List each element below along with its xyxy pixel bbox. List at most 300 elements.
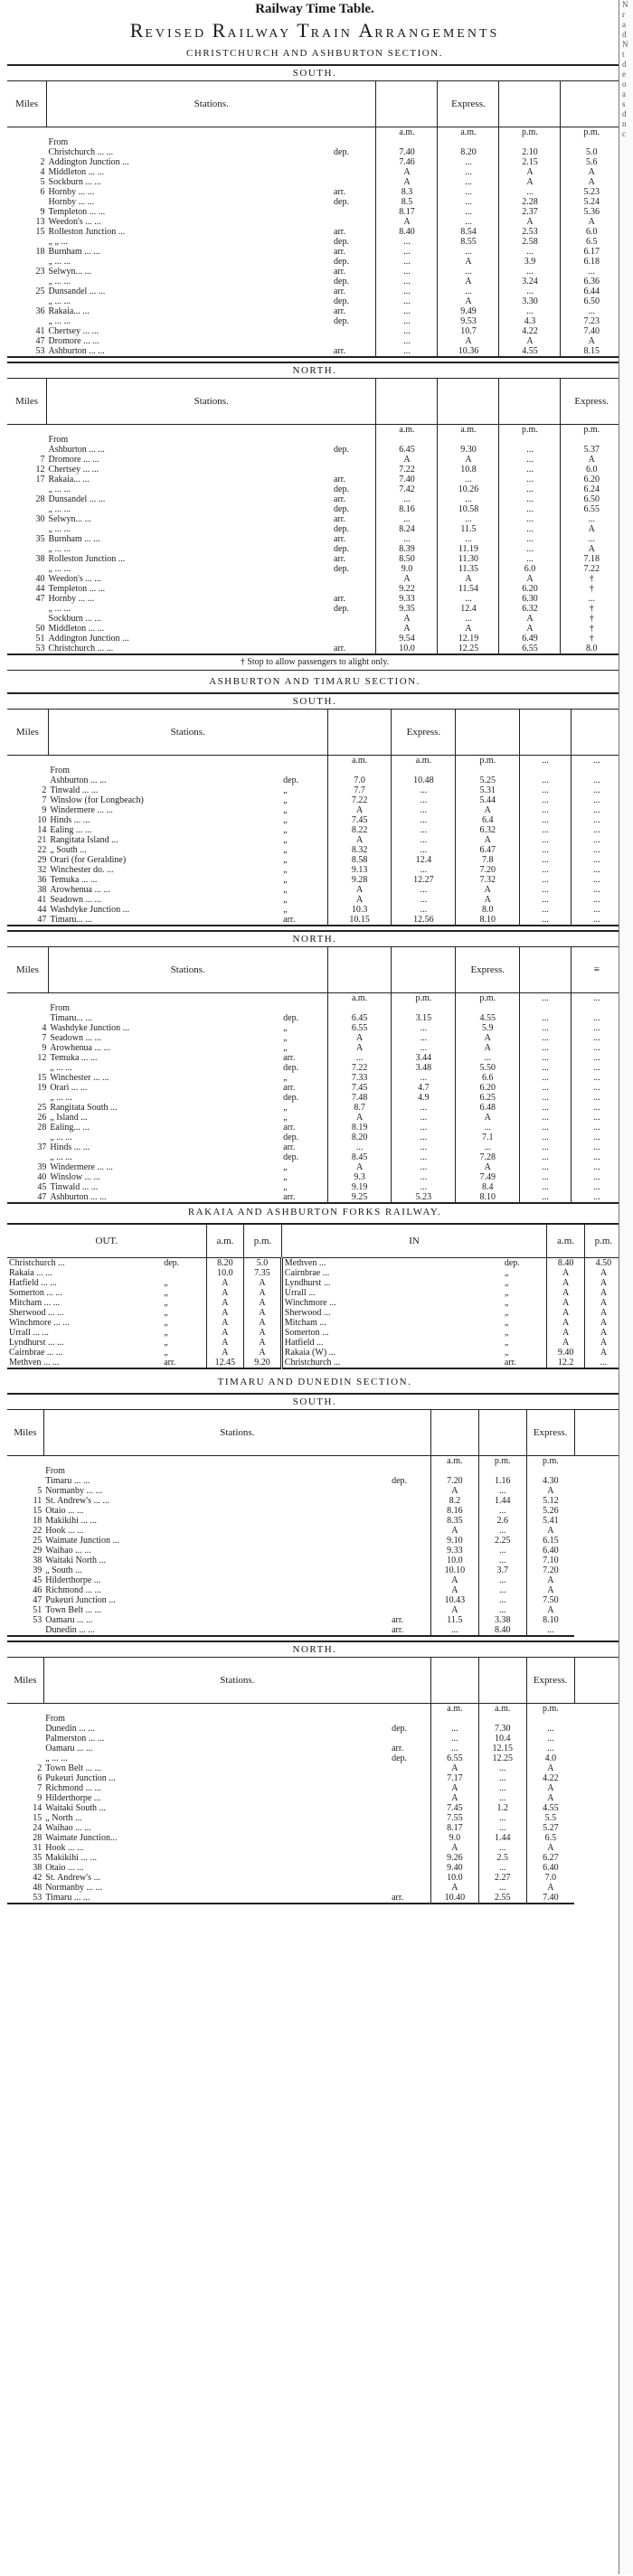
time-cell: 8.17 bbox=[376, 207, 438, 217]
time-cell: A bbox=[526, 1763, 574, 1773]
time-cell: A bbox=[526, 1486, 574, 1496]
time-cell: A bbox=[376, 217, 438, 227]
time-cell: A bbox=[206, 1288, 244, 1298]
time-cell: A bbox=[430, 1883, 478, 1893]
mile-cell bbox=[7, 564, 47, 574]
time-cell: ... bbox=[392, 1182, 456, 1192]
time-cell: ... bbox=[571, 1162, 622, 1172]
time-cell: 8.55 bbox=[438, 237, 499, 247]
header-cell bbox=[478, 1658, 526, 1704]
mile-cell bbox=[7, 1093, 48, 1103]
time-cell: 9.53 bbox=[438, 316, 499, 326]
table-row bbox=[7, 1763, 622, 1773]
time-cell: ... bbox=[520, 835, 572, 845]
time-cell: ... bbox=[571, 1113, 622, 1123]
time-cell: ... bbox=[571, 1033, 622, 1043]
time-cell: 7.40 bbox=[376, 475, 438, 484]
station-cell: Richmond ... ... bbox=[45, 1783, 101, 1793]
station-cell: „ ... ... bbox=[48, 484, 71, 494]
time-cell: 7.35 bbox=[244, 1268, 282, 1278]
status-cell: arr. bbox=[392, 1615, 404, 1625]
station-cell: Temuka ... ... bbox=[50, 875, 98, 885]
edge-char: d bbox=[622, 109, 627, 118]
time-cell: 9.3 bbox=[327, 1172, 392, 1182]
status-cell bbox=[332, 167, 376, 177]
time-cell: 2.53 bbox=[499, 227, 561, 237]
status-cell bbox=[332, 634, 376, 644]
time-cell: 5.23 bbox=[392, 1192, 456, 1203]
time-cell: ... bbox=[571, 1073, 622, 1083]
time-cell bbox=[430, 1466, 478, 1476]
time-cell: ... bbox=[478, 1843, 526, 1853]
header-cell: Express. bbox=[526, 1658, 574, 1704]
header-cell: Stations. bbox=[47, 81, 376, 127]
header-cell bbox=[376, 81, 438, 127]
table-row bbox=[7, 455, 622, 465]
station-cell: Makikihi ... ... bbox=[45, 1516, 97, 1526]
mile-cell: 30 bbox=[35, 514, 45, 524]
mile-cell: 47 bbox=[7, 1192, 48, 1203]
time-cell: ... bbox=[392, 1172, 456, 1182]
station-cell: Town Belt ... ... bbox=[45, 1605, 102, 1615]
mile-cell: 44 bbox=[37, 905, 47, 915]
mile-cell: 47 bbox=[33, 1595, 43, 1605]
table-row bbox=[7, 845, 622, 855]
time-cell: 9.0 bbox=[430, 1833, 478, 1843]
header-cell: Stations. bbox=[47, 379, 376, 425]
time-cell: 9.33 bbox=[376, 594, 438, 604]
time-cell: ... bbox=[438, 207, 499, 217]
time-cell: 6.20 bbox=[456, 1083, 520, 1093]
time-cell: ... bbox=[520, 875, 572, 885]
time-cell: 4.9 bbox=[392, 1093, 456, 1103]
station-cell: Dunedin ... ... bbox=[45, 1724, 95, 1734]
mile-cell: 4 bbox=[40, 167, 45, 177]
status-cell: „ bbox=[164, 1338, 168, 1348]
time-cell: A bbox=[584, 1328, 622, 1338]
mile-cell: 4 bbox=[42, 1023, 47, 1033]
station-cell: Rolleston Junction ... bbox=[48, 227, 126, 237]
time-cell: ... bbox=[499, 267, 561, 277]
time-cell: ... bbox=[478, 1556, 526, 1565]
time-cell: 7.0 bbox=[327, 776, 392, 785]
time-cell: 1.44 bbox=[478, 1833, 526, 1843]
time-cell: 1.16 bbox=[478, 1476, 526, 1486]
station-cell: „ North ... bbox=[45, 1813, 82, 1823]
main-title: REVISED RAILWAY TRAIN ARRANGEMENTS bbox=[129, 19, 500, 42]
time-cell: 1.2 bbox=[478, 1803, 526, 1813]
time-cell: ... bbox=[376, 336, 438, 346]
mile-cell bbox=[7, 604, 47, 614]
direction-heading: SOUTH. bbox=[7, 1393, 622, 1410]
time-cell: 5.9 bbox=[456, 1023, 520, 1033]
mile-cell bbox=[7, 137, 47, 147]
time-cell: 6.25 bbox=[456, 1093, 520, 1103]
status-cell: „ bbox=[283, 805, 288, 815]
table-row bbox=[7, 805, 622, 815]
status-cell: „ bbox=[283, 1182, 288, 1192]
station-cell: Lyndhurst ... bbox=[281, 1278, 503, 1288]
station-cell: Templeton ... ... bbox=[48, 584, 106, 594]
mile-cell bbox=[7, 524, 47, 534]
time-cell: ... bbox=[499, 445, 561, 455]
time-cell: ... bbox=[571, 905, 622, 915]
time-cell: ... bbox=[499, 475, 561, 484]
time-cell: ... bbox=[520, 1073, 572, 1083]
time-cell: 7.23 bbox=[561, 316, 622, 326]
table-row bbox=[7, 1853, 622, 1863]
time-cell: 12.4 bbox=[438, 604, 499, 614]
time-cell: 9.26 bbox=[430, 1853, 478, 1863]
time-cell bbox=[526, 1714, 574, 1724]
time-cell: ... bbox=[526, 1734, 574, 1744]
mile-cell: 48 bbox=[33, 1883, 43, 1893]
station-cell: „ ... ... bbox=[50, 1152, 72, 1162]
status-cell bbox=[332, 157, 376, 167]
station-cell: Somerton ... bbox=[281, 1328, 503, 1338]
mile-cell: 7 bbox=[42, 1033, 47, 1043]
section-title: TIMARU AND DUNEDIN SECTION. bbox=[217, 1377, 412, 1387]
station-cell: Winslow (for Longbeach) bbox=[50, 795, 144, 805]
time-cell: 5.27 bbox=[526, 1823, 574, 1833]
time-cell bbox=[392, 766, 456, 776]
time-cell: 6.36 bbox=[561, 277, 622, 287]
table-row bbox=[7, 1358, 622, 1368]
time-cell: 12.15 bbox=[478, 1744, 526, 1753]
status-cell bbox=[390, 1516, 430, 1526]
header-cell bbox=[520, 710, 572, 756]
station-cell: „ ... ... bbox=[50, 1133, 72, 1142]
status-cell: „ bbox=[283, 1113, 288, 1123]
time-cell: ... bbox=[571, 1043, 622, 1053]
table-row bbox=[7, 177, 622, 187]
table-row bbox=[7, 1073, 622, 1083]
edge-char: n bbox=[622, 119, 627, 128]
table-row bbox=[7, 1813, 622, 1823]
time-cell: 6.55 bbox=[430, 1753, 478, 1763]
time-cell: ... bbox=[499, 534, 561, 544]
time-cell: 6.20 bbox=[499, 584, 561, 594]
station-cell: Weedon's ... ... bbox=[48, 574, 101, 584]
status-cell: arr. bbox=[334, 227, 346, 237]
time-cell: 9.35 bbox=[376, 604, 438, 614]
time-cell: 6.47 bbox=[456, 845, 520, 855]
time-cell: 5.26 bbox=[526, 1506, 574, 1516]
status-cell: arr. bbox=[332, 644, 376, 654]
table-row bbox=[7, 346, 622, 357]
table-row bbox=[7, 1093, 622, 1103]
cell bbox=[7, 425, 47, 436]
mile-cell: 51 bbox=[35, 634, 45, 644]
status-cell bbox=[390, 1595, 430, 1605]
adjacent-column-edge bbox=[619, 0, 633, 2574]
mile-cell bbox=[7, 1625, 43, 1636]
time-cell: 7.0 bbox=[526, 1873, 574, 1883]
time-cell: 7.42 bbox=[376, 484, 438, 494]
table-row bbox=[7, 287, 622, 296]
mile-cell bbox=[7, 1734, 43, 1744]
unit-cell: a.m. bbox=[376, 127, 438, 138]
time-cell: 6.20 bbox=[561, 475, 622, 484]
time-cell: A bbox=[430, 1526, 478, 1536]
time-cell: A bbox=[244, 1288, 282, 1298]
time-cell: ... bbox=[571, 1063, 622, 1073]
station-cell: Pukeuri Junction ... bbox=[45, 1773, 116, 1783]
table-row bbox=[7, 137, 622, 147]
status-cell: „ bbox=[283, 1073, 288, 1083]
time-cell: A bbox=[526, 1783, 574, 1793]
time-cell bbox=[438, 435, 499, 445]
time-cell: A bbox=[327, 1043, 392, 1053]
status-cell: arr. bbox=[162, 1358, 206, 1368]
edge-char: N bbox=[622, 40, 628, 49]
time-cell: 10.0 bbox=[206, 1268, 244, 1278]
time-cell: 2.5 bbox=[478, 1853, 526, 1863]
time-cell: ... bbox=[520, 1182, 572, 1192]
mile-cell: 25 bbox=[33, 1536, 43, 1546]
mile-cell: 2 bbox=[37, 1763, 43, 1773]
station-cell: Timaru... ... bbox=[48, 915, 281, 926]
time-cell: 6.15 bbox=[526, 1536, 574, 1546]
time-cell: A bbox=[526, 1575, 574, 1585]
time-cell: ... bbox=[499, 504, 561, 514]
status-cell: „ bbox=[164, 1288, 168, 1298]
table-row bbox=[7, 544, 622, 554]
table-row bbox=[7, 475, 622, 484]
time-cell: ... bbox=[438, 187, 499, 197]
station-cell: Waihao ... ... bbox=[45, 1823, 91, 1833]
header-cell bbox=[478, 1410, 526, 1456]
mile-cell: 47 bbox=[35, 336, 45, 346]
status-cell: „ bbox=[504, 1348, 509, 1358]
timetable-timaru-north bbox=[7, 930, 622, 1204]
table-row bbox=[7, 1152, 622, 1162]
mile-cell bbox=[7, 237, 47, 247]
table-row bbox=[7, 1536, 622, 1546]
time-cell: 8.0 bbox=[561, 644, 622, 654]
status-cell bbox=[332, 624, 376, 634]
table-row bbox=[7, 1486, 622, 1496]
time-cell: 6.27 bbox=[526, 1853, 574, 1863]
time-cell: ... bbox=[561, 267, 622, 277]
status-cell: dep. bbox=[334, 524, 349, 534]
header-cell bbox=[574, 1658, 622, 1704]
mile-cell bbox=[7, 1133, 48, 1142]
time-cell: 6.0 bbox=[561, 465, 622, 475]
time-cell: ... bbox=[571, 825, 622, 835]
header-cell: Miles bbox=[7, 1410, 43, 1456]
table-row bbox=[7, 1873, 622, 1883]
status-cell bbox=[390, 1773, 430, 1783]
time-cell: 8.40 bbox=[478, 1625, 526, 1636]
time-cell: ... bbox=[571, 1083, 622, 1093]
mile-cell: 50 bbox=[35, 624, 45, 634]
time-cell: ... bbox=[571, 855, 622, 865]
time-cell: ... bbox=[571, 1192, 622, 1203]
status-cell: arr. bbox=[334, 494, 346, 504]
time-cell: 9.40 bbox=[547, 1348, 585, 1358]
mile-cell bbox=[7, 1476, 43, 1486]
status-cell bbox=[390, 1565, 430, 1575]
time-cell: ... bbox=[438, 475, 499, 484]
time-cell: 2.10 bbox=[499, 147, 561, 157]
station-cell: Timaru ... ... bbox=[45, 1476, 90, 1486]
edge-char: a bbox=[622, 89, 626, 99]
time-cell: 3.7 bbox=[478, 1565, 526, 1575]
station-cell: „ ... ... bbox=[45, 1753, 68, 1763]
time-cell: 9.49 bbox=[438, 306, 499, 316]
time-cell: ... bbox=[438, 614, 499, 624]
table-row bbox=[7, 1162, 622, 1172]
table-row bbox=[7, 1863, 622, 1873]
table-row bbox=[7, 564, 622, 574]
unit-cell: p.m. bbox=[561, 127, 622, 138]
status-cell: arr. bbox=[334, 287, 346, 296]
time-cell: ... bbox=[571, 795, 622, 805]
header-cell bbox=[456, 710, 520, 756]
mile-cell: 39 bbox=[37, 1162, 47, 1172]
table-row bbox=[7, 435, 622, 445]
time-cell: 11.35 bbox=[438, 564, 499, 574]
mile-cell: 9 bbox=[40, 207, 45, 217]
time-cell: 7.40 bbox=[376, 147, 438, 157]
table-row bbox=[7, 1714, 622, 1724]
time-cell: 7.1 bbox=[456, 1133, 520, 1142]
time-cell: 7.48 bbox=[327, 1093, 392, 1103]
time-cell: A bbox=[376, 455, 438, 465]
time-cell: 2.58 bbox=[499, 237, 561, 247]
status-cell: dep. bbox=[392, 1724, 408, 1734]
time-cell: 5.6 bbox=[561, 157, 622, 167]
time-cell: ... bbox=[520, 1093, 572, 1103]
mile-cell: 14 bbox=[33, 1803, 43, 1813]
mile-cell: 29 bbox=[33, 1546, 43, 1556]
time-cell: ... bbox=[571, 1152, 622, 1162]
time-cell: A bbox=[526, 1585, 574, 1595]
status-cell: „ bbox=[283, 1043, 288, 1053]
time-cell: A bbox=[327, 835, 392, 845]
mile-cell bbox=[7, 257, 47, 267]
timetable bbox=[7, 1410, 622, 1637]
mile-cell: 47 bbox=[7, 915, 48, 926]
time-cell: 7.55 bbox=[430, 1813, 478, 1823]
time-cell: ... bbox=[392, 825, 456, 835]
status-cell bbox=[332, 614, 376, 624]
time-cell: 10.0 bbox=[430, 1556, 478, 1565]
mile-cell: 5 bbox=[37, 1486, 43, 1496]
mile-cell bbox=[7, 1714, 43, 1724]
status-cell: arr. bbox=[283, 1142, 296, 1152]
time-cell: A bbox=[327, 1162, 392, 1172]
unit-cell: p.m. bbox=[584, 1225, 622, 1258]
status-cell bbox=[390, 1546, 430, 1556]
status-cell: arr. bbox=[334, 247, 346, 257]
time-cell: 3.15 bbox=[392, 1013, 456, 1023]
time-cell: 8.40 bbox=[376, 227, 438, 237]
mile-cell bbox=[7, 484, 47, 494]
units-row bbox=[7, 425, 622, 436]
time-cell: A bbox=[526, 1526, 574, 1536]
status-cell bbox=[390, 1556, 430, 1565]
station-cell: Tinwald ... ... bbox=[50, 1182, 99, 1192]
time-cell: A bbox=[456, 1162, 520, 1172]
edge-char: a bbox=[622, 20, 626, 29]
station-cell: Otaio ... ... bbox=[45, 1863, 84, 1873]
time-cell: ... bbox=[438, 197, 499, 207]
time-cell: A bbox=[456, 885, 520, 895]
time-cell: ... bbox=[392, 1073, 456, 1083]
time-cell: A bbox=[206, 1308, 244, 1318]
header-cell: Stations. bbox=[48, 947, 327, 993]
status-cell bbox=[332, 574, 376, 584]
table-row bbox=[7, 776, 622, 785]
status-cell bbox=[390, 1873, 430, 1883]
station-cell: Timaru... ... bbox=[50, 1013, 92, 1023]
time-cell: A bbox=[526, 1843, 574, 1853]
station-cell: Winchmore ... bbox=[281, 1298, 503, 1308]
table-row bbox=[7, 277, 622, 287]
mile-cell: 18 bbox=[35, 247, 45, 257]
mile-cell: 38 bbox=[37, 885, 47, 895]
cell bbox=[332, 425, 376, 436]
mile-cell: 22 bbox=[33, 1526, 43, 1536]
time-cell: 2.27 bbox=[478, 1873, 526, 1883]
station-cell: Seadown ... ... bbox=[50, 1033, 101, 1043]
direction-heading: NORTH. bbox=[7, 362, 622, 379]
time-cell: 7.28 bbox=[456, 1152, 520, 1162]
status-cell bbox=[390, 1734, 430, 1744]
station-cell: Rolleston Junction ... bbox=[48, 554, 126, 564]
time-cell: ... bbox=[499, 524, 561, 534]
header-cell bbox=[571, 710, 622, 756]
time-cell: † bbox=[561, 634, 622, 644]
status-cell bbox=[332, 326, 376, 336]
time-cell: A bbox=[584, 1348, 622, 1358]
time-cell: 10.36 bbox=[438, 346, 499, 357]
time-cell: A bbox=[206, 1328, 244, 1338]
time-cell: A bbox=[244, 1328, 282, 1338]
time-cell: ... bbox=[499, 514, 561, 524]
time-cell: A bbox=[561, 336, 622, 346]
time-cell: 2.6 bbox=[478, 1516, 526, 1526]
station-cell: Somerton ... ... bbox=[9, 1288, 62, 1298]
time-cell: † bbox=[561, 584, 622, 594]
header-cell: Express. bbox=[456, 947, 520, 993]
table-row bbox=[7, 1053, 622, 1063]
time-cell: ... bbox=[478, 1526, 526, 1536]
header-cell bbox=[561, 81, 622, 127]
time-cell: 9.25 bbox=[327, 1192, 392, 1203]
status-cell bbox=[332, 336, 376, 346]
time-cell: 12.25 bbox=[438, 644, 499, 654]
time-cell bbox=[526, 1466, 574, 1476]
mile-cell: 35 bbox=[33, 1853, 43, 1863]
time-cell: ... bbox=[392, 1142, 456, 1152]
time-cell: 6.30 bbox=[499, 594, 561, 604]
time-cell: 6.50 bbox=[561, 494, 622, 504]
station-cell: „ „ ... bbox=[48, 237, 68, 247]
cell bbox=[48, 993, 281, 1004]
header-cell: Stations. bbox=[43, 1410, 430, 1456]
status-cell: dep. bbox=[334, 197, 349, 207]
status-cell bbox=[332, 455, 376, 465]
table-row bbox=[7, 1793, 622, 1803]
time-cell: ... bbox=[520, 1113, 572, 1123]
time-cell: 5.24 bbox=[561, 197, 622, 207]
status-cell: „ bbox=[283, 905, 288, 915]
section-title: RAKAIA AND ASHBURTON FORKS RAILWAY. bbox=[187, 1207, 442, 1217]
station-cell: „ ... ... bbox=[48, 544, 71, 554]
